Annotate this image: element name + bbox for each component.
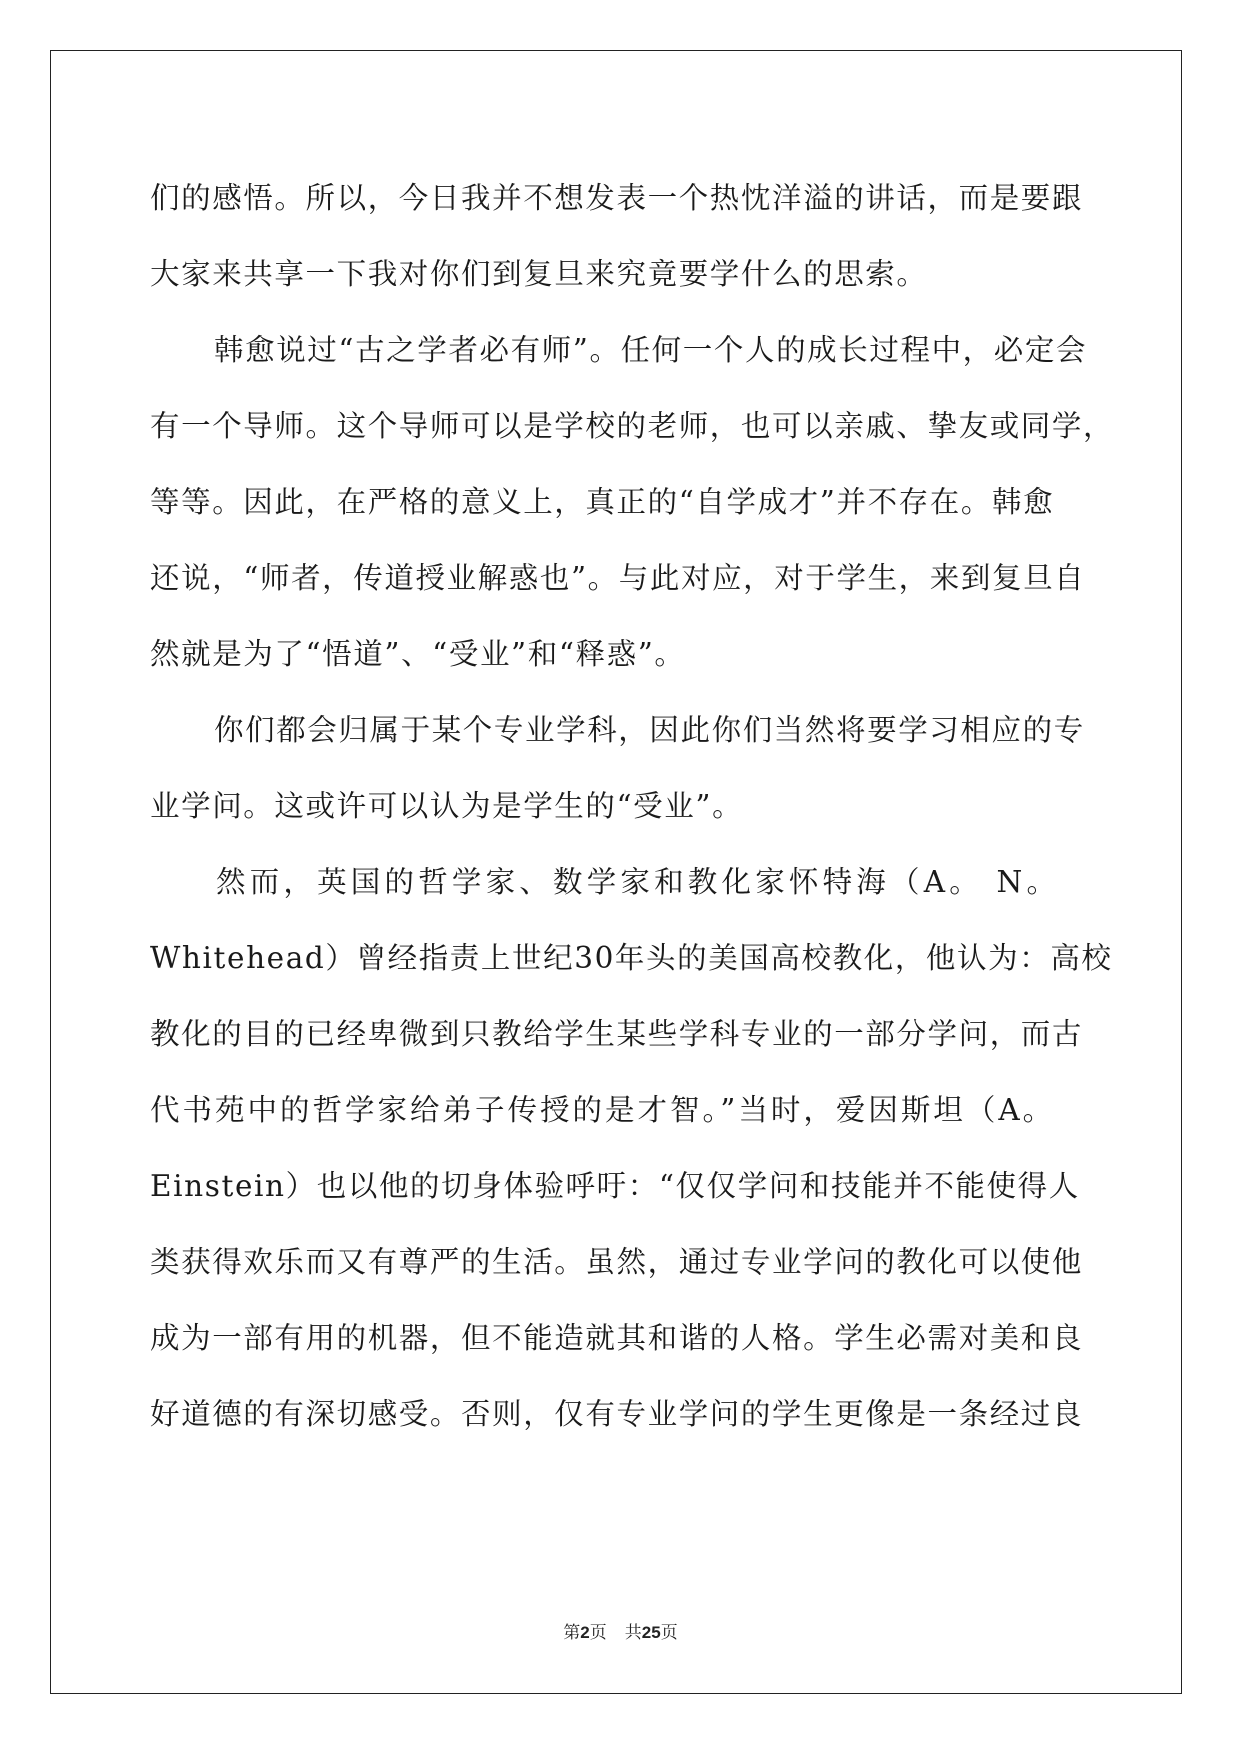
paragraph-start-line: 韩愈说过“古之学者必有师”。任何一个人的成长过程中，必定会 <box>214 333 1088 367</box>
page-suffix: 页 <box>589 1623 607 1643</box>
text-line: 代书苑中的哲学家给弟子传授的是才智。”当时，爱因斯坦（A。 <box>150 1093 1056 1127</box>
paragraph-start-line: 你们都会归属于某个专业学科，因此你们当然将要学习相应的专 <box>214 713 1085 747</box>
total-prefix: 共 <box>624 1623 642 1643</box>
page-footer <box>0 1618 1241 1643</box>
text-line: 成为一部有用的机器，但不能造就其和谐的人格。学生必需对美和良 <box>150 1321 1084 1355</box>
text-line: 业学问。这或许可以认为是学生的“受业”。 <box>150 789 744 823</box>
text-line: Einstein）也以他的切身体验呼吁：“仅仅学问和技能并不能使得人 <box>150 1169 1080 1203</box>
text-line: 有一个导师。这个导师可以是学校的老师，也可以亲戚、挚友或同学， <box>150 409 1115 443</box>
text-line: 等等。因此，在严格的意义上，真正的“自学成才”并不存在。韩愈 <box>150 485 1055 519</box>
text-line: 类获得欢乐而又有尊严的生活。虽然，通过专业学问的教化可以使他 <box>150 1245 1084 1279</box>
paragraph-start-line: 然而，英国的哲学家、数学家和教化家怀特海（A。 N。 <box>216 865 1061 899</box>
text-line: 然就是为了“悟道”、“受业”和“释惑”。 <box>150 637 686 671</box>
text-line: 还说，“师者，传道授业解惑也”。与此对应，对于学生，来到复旦自 <box>150 561 1086 595</box>
document-body <box>150 160 1115 1452</box>
total-suffix: 页 <box>660 1623 678 1643</box>
text-line: Whitehead）曾经指责上世纪30年头的美国高校教化，他认为：高校 <box>150 941 1113 975</box>
page-number: 2 <box>580 1623 590 1642</box>
text-line: 们的感悟。所以，今日我并不想发表一个热忱洋溢的讲话，而是要跟 <box>150 181 1084 215</box>
text-line: 好道德的有深切感受。否则，仅有专业学问的学生更像是一条经过良 <box>150 1397 1084 1431</box>
text-line: 大家来共享一下我对你们到复旦来究竟要学什么的思索。 <box>150 257 928 291</box>
total-pages: 25 <box>641 1623 661 1642</box>
page-prefix: 第 <box>563 1623 581 1643</box>
text-line: 教化的目的已经卑微到只教给学生某些学科专业的一部分学问，而古 <box>150 1017 1084 1051</box>
